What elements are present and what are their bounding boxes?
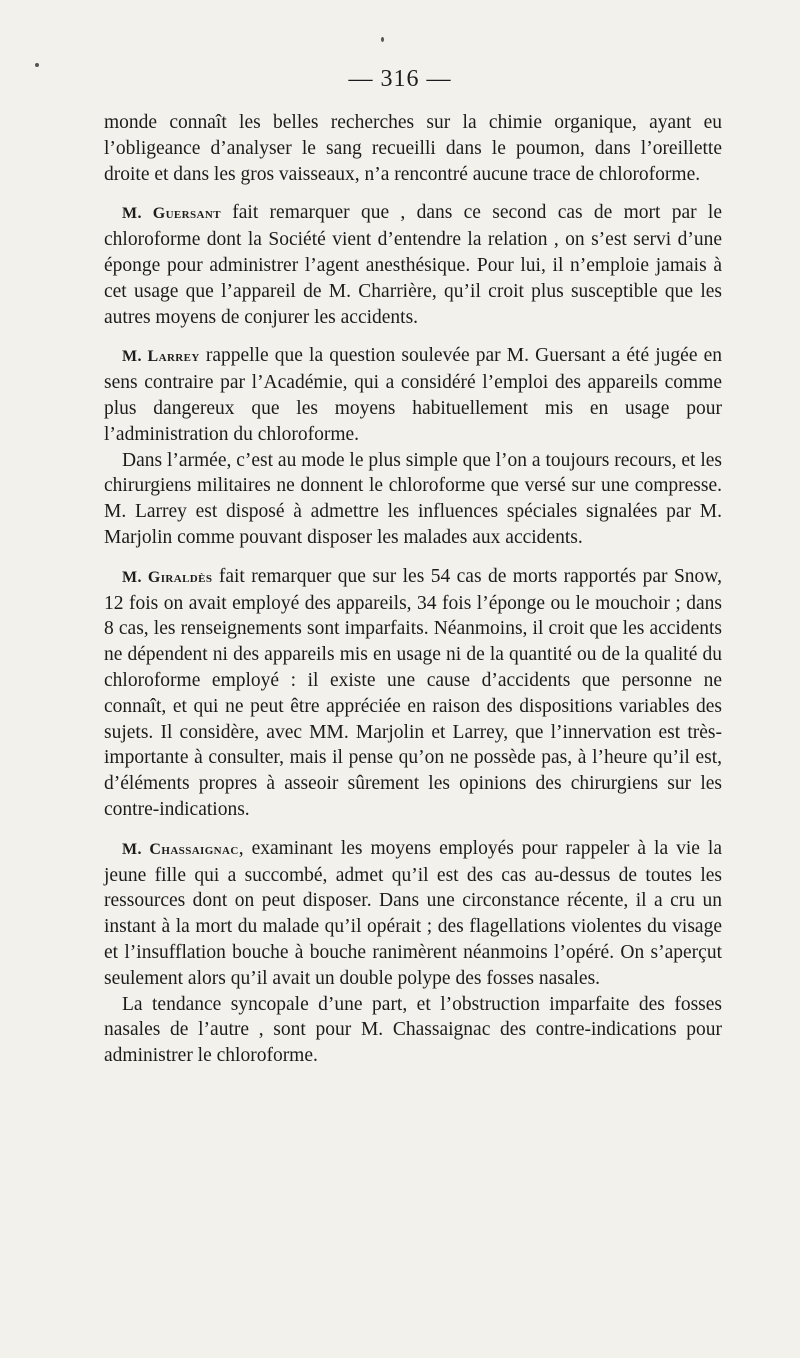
- paragraph-armee: [104, 448, 722, 551]
- speaker-name: M. Guersant: [122, 205, 221, 223]
- speaker-name: M. Chassaignac: [122, 840, 239, 858]
- paragraph-continuation: [104, 110, 722, 187]
- paragraph-text: rappelle que la question soulevée par M. Guersant a été jugée en sens contraire par l’Académie, qui a considéré l’emploi des appareils comme plus dangereux que les moyens habituellement mis en usage pour l’administration du chloroforme.: [104, 345, 722, 445]
- paragraph-text: fait remarquer que sur les 54 cas de morts rapportés par Snow, 12 fois on avait employé des appareils, 34 fois l’éponge ou le mouchoir ; dans 8 cas, les renseignements sont imparfaits. Néanmoins, il croit que les accidents ne dépendent ni des appareils mis en usage ni de la quantité ou de la qualité du chloroforme employé : il existe une cause d’accidents que personne ne connaît, et qui ne peut être appréciée en raison des dispositions variables des sujets. Il considère, avec MM. Marjolin et Larrey, que l’innervation est très-importante à consulter, mais il pense qu’on ne possède pas, à l’heure qu’il est, d’éléments propres à asseoir sûrement les opinions des chirurgiens sur les contre-indications.: [104, 565, 722, 820]
- paragraph-giraldes: [104, 564, 722, 823]
- paragraph-conclusion: [104, 992, 722, 1069]
- paper-speck-mark: [381, 37, 384, 42]
- paragraph-text: Dans l’armée, c’est au mode le plus simple que l’on a toujours recours, et les chirurgiens militaires ne donnent le chloroforme que versé sur une compresse. M. Larrey est disposé à admettre les influences spéciales signalées par M. Marjolin comme pouvant disposer les malades aux accidents.: [104, 449, 722, 548]
- paragraph-text: , examinant les moyens employés pour rappeler à la vie la jeune fille qui a succombé, admet qu’il est des cas au-dessus de toutes les ressources dont on peut disposer. Dans une circonstance récente, il a cru un instant à la mort du malade qu’il opérait ; des flagellations violentes du visage et l’insufflation bouche à bouche ranimèrent néanmoins l’opéré. On s’aperçut seulement alors qu’il avait un double polype des fosses nasales.: [104, 837, 722, 989]
- paragraph-text: monde connaît les belles recherches sur la chimie organique, ayant eu l’obligeance d’analyser le sang recueilli dans le poumon, dans l’oreillette droite et dans les gros vaisseaux, n’a rencontré aucune trace de chloroforme.: [104, 112, 722, 185]
- page-number: — 316 —: [348, 66, 452, 92]
- speaker-name: M. Larrey: [122, 348, 200, 366]
- body-text: [104, 110, 722, 1069]
- paragraph-chassaignac: [104, 836, 722, 992]
- paragraph-text: fait remarquer que , dans ce second cas de mort par le chloroforme dont la Société vient d’entendre la relation , on s’est servi d’une éponge pour administrer l’agent anesthésique. Pour lui, il n’emploie jamais à cet usage que l’appareil de M. Charrière, qu’il croit plus susceptible que les autres moyens de conjurer les accidents.: [104, 202, 723, 328]
- speaker-name: M. Giraldès: [122, 568, 213, 586]
- paragraph-guersant: [104, 200, 722, 330]
- paragraph-text: La tendance syncopale d’une part, et l’obstruction imparfaite des fosses nasales de l’autre , sont pour M. Chassaignac des contre-indications pour administrer le chloroforme.: [104, 993, 722, 1067]
- paragraph-larrey: [104, 343, 722, 447]
